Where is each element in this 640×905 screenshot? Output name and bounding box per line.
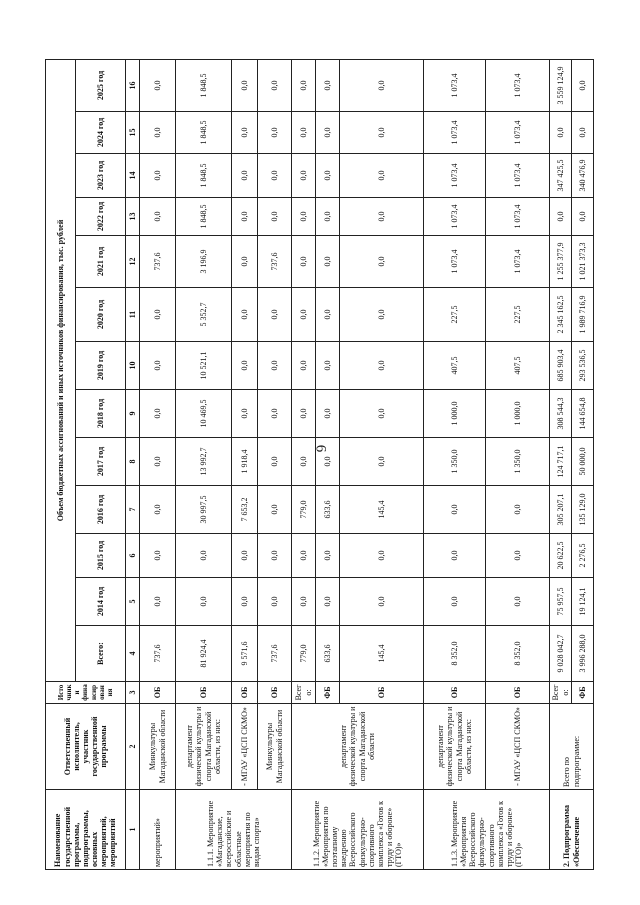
column-number: 3 — [126, 682, 140, 704]
row-source: ОБ — [424, 682, 486, 704]
column-number: 7 — [126, 486, 140, 534]
value-cell: 0,0 — [258, 486, 292, 534]
value-cell: 0,0 — [232, 236, 258, 288]
row-responsible: департамент физической культуры и спорта Магаданской области — [292, 704, 424, 790]
value-cell: 0,0 — [258, 198, 292, 236]
header-responsible: Ответственный исполнитель, участник государственной программы — [46, 704, 126, 790]
row-responsible: Минкультуры Магаданской области — [258, 704, 292, 790]
value-cell: 3 559 124,9 — [550, 59, 572, 111]
value-cell: 0,0 — [572, 198, 594, 236]
column-number: 15 — [126, 112, 140, 154]
header-year: 2022 год — [76, 198, 126, 236]
value-cell: 1 073,4 — [424, 198, 486, 236]
value-cell: 0,0 — [140, 154, 176, 198]
value-cell: 0,0 — [550, 112, 572, 154]
value-cell: 737,6 — [140, 626, 176, 682]
value-cell: 227,5 — [424, 288, 486, 342]
table-row — [486, 59, 550, 869]
value-cell: 0,0 — [316, 390, 340, 438]
value-cell: 7 653,2 — [232, 486, 258, 534]
value-cell: 0,0 — [140, 112, 176, 154]
value-cell: 9 028 042,7 — [550, 626, 572, 682]
rotated-page — [45, 60, 605, 870]
value-cell: 407,5 — [486, 342, 550, 390]
value-cell: 1 848,5 — [176, 112, 232, 154]
value-cell: 1 073,4 — [486, 59, 550, 111]
value-cell: 308 544,3 — [550, 390, 572, 438]
row-responsible: департамент физической культуры и спорта Магаданской области, из них: — [424, 704, 486, 790]
row-name: 1.1.3. Мероприятие «Мероприятия Всероссийского физкультурно-спортивного комплекса «Готов к труду и обороне» (ГТО)» — [424, 790, 550, 870]
value-cell: 1 989 716,9 — [572, 288, 594, 342]
value-cell: 633,6 — [316, 626, 340, 682]
row-source: ОБ — [340, 682, 424, 704]
value-cell: 2 276,5 — [572, 534, 594, 578]
value-cell: 737,6 — [258, 236, 292, 288]
value-cell: 0,0 — [232, 342, 258, 390]
value-cell: 8 352,0 — [486, 626, 550, 682]
value-cell: 1 255 377,9 — [550, 236, 572, 288]
value-cell: 0,0 — [340, 342, 424, 390]
row-source: ОБ — [176, 682, 232, 704]
value-cell: 0,0 — [340, 390, 424, 438]
column-number: 13 — [126, 198, 140, 236]
value-cell: 1 073,4 — [486, 198, 550, 236]
value-cell: 293 536,5 — [572, 342, 594, 390]
value-cell: 0,0 — [424, 486, 486, 534]
row-source: Всего: — [550, 682, 572, 704]
row-source: ОБ — [232, 682, 258, 704]
value-cell: 0,0 — [316, 198, 340, 236]
value-cell: 0,0 — [258, 342, 292, 390]
value-cell: 1 073,4 — [486, 112, 550, 154]
value-cell: 2 345 162,5 — [550, 288, 572, 342]
column-number-row — [126, 59, 140, 869]
table-row — [550, 59, 572, 869]
value-cell: 737,6 — [258, 626, 292, 682]
value-cell: 0,0 — [258, 112, 292, 154]
header-source: Источники финансирования — [46, 682, 126, 704]
value-cell: 0,0 — [572, 59, 594, 111]
value-cell: 0,0 — [292, 154, 316, 198]
value-cell: 0,0 — [340, 236, 424, 288]
value-cell: 0,0 — [424, 578, 486, 626]
column-number: 16 — [126, 59, 140, 111]
funding-table — [45, 59, 594, 870]
value-cell: 50 000,0 — [572, 438, 594, 486]
value-cell: 0,0 — [550, 198, 572, 236]
column-number: 4 — [126, 626, 140, 682]
row-responsible: Всего по подпрограмме: — [550, 704, 594, 790]
value-cell: 1 073,4 — [424, 236, 486, 288]
table-row — [258, 59, 292, 869]
value-cell: 1 000,0 — [486, 390, 550, 438]
value-cell: 0,0 — [292, 112, 316, 154]
value-cell: 8 352,0 — [424, 626, 486, 682]
value-cell: 0,0 — [140, 342, 176, 390]
value-cell: 0,0 — [258, 288, 292, 342]
value-cell: 1 073,4 — [486, 236, 550, 288]
value-cell: 30 997,5 — [176, 486, 232, 534]
value-cell: 0,0 — [292, 59, 316, 111]
value-cell: 407,5 — [424, 342, 486, 390]
value-cell: 0,0 — [140, 578, 176, 626]
page-number: 6 — [312, 444, 329, 453]
value-cell: 0,0 — [316, 438, 340, 486]
value-cell: 0,0 — [340, 59, 424, 111]
value-cell: 0,0 — [140, 288, 176, 342]
value-cell: 0,0 — [140, 390, 176, 438]
value-cell: 0,0 — [140, 59, 176, 111]
value-cell: 0,0 — [232, 112, 258, 154]
value-cell: 0,0 — [232, 59, 258, 111]
value-cell: 10 521,1 — [176, 342, 232, 390]
header-year: 2023 год — [76, 154, 126, 198]
header-year: 2017 год — [76, 438, 126, 486]
header-year: 2020 год — [76, 288, 126, 342]
value-cell: 305 207,1 — [550, 486, 572, 534]
value-cell: 19 124,1 — [572, 578, 594, 626]
value-cell: 779,0 — [292, 626, 316, 682]
value-cell: 1 848,5 — [176, 154, 232, 198]
column-number: 14 — [126, 154, 140, 198]
row-responsible: департамент физической культуры и спорта Магаданской области, из них: — [176, 704, 232, 790]
value-cell: 0,0 — [258, 59, 292, 111]
value-cell: 0,0 — [424, 534, 486, 578]
value-cell: 0,0 — [292, 438, 316, 486]
value-cell: 0,0 — [232, 390, 258, 438]
column-number: 11 — [126, 288, 140, 342]
value-cell: 0,0 — [292, 288, 316, 342]
value-cell: 0,0 — [316, 112, 340, 154]
value-cell: 737,6 — [140, 236, 176, 288]
value-cell: 0,0 — [292, 236, 316, 288]
value-cell: 0,0 — [340, 534, 424, 578]
value-cell: 0,0 — [292, 578, 316, 626]
value-cell: 0,0 — [340, 112, 424, 154]
value-cell: 145,4 — [340, 626, 424, 682]
value-cell: 1 848,5 — [176, 59, 232, 111]
value-cell: 145,4 — [340, 486, 424, 534]
value-cell: 0,0 — [486, 578, 550, 626]
value-cell: 9 571,6 — [232, 626, 258, 682]
value-cell: 0,0 — [316, 578, 340, 626]
row-responsible: - МГАУ «ЦСП СКМО» — [486, 704, 550, 790]
value-cell: 13 992,7 — [176, 438, 232, 486]
value-cell: 0,0 — [140, 198, 176, 236]
column-number: 2 — [126, 704, 140, 790]
value-cell: 0,0 — [316, 342, 340, 390]
row-source: Всего: — [292, 682, 316, 704]
value-cell: 135 129,0 — [572, 486, 594, 534]
row-name: мероприятий» — [140, 790, 176, 870]
value-cell: 0,0 — [486, 486, 550, 534]
column-number: 8 — [126, 438, 140, 486]
header-total: Всего: — [76, 626, 126, 682]
value-cell: 0,0 — [316, 288, 340, 342]
header-row — [46, 59, 76, 869]
row-source: ОБ — [140, 682, 176, 704]
table-row — [292, 59, 316, 869]
value-cell: 633,6 — [316, 486, 340, 534]
column-number: 1 — [126, 790, 140, 870]
value-cell: 0,0 — [340, 198, 424, 236]
value-cell: 0,0 — [486, 534, 550, 578]
value-cell: 0,0 — [232, 534, 258, 578]
value-cell: 347 425,5 — [550, 154, 572, 198]
value-cell: 1 073,4 — [424, 59, 486, 111]
value-cell: 1 073,4 — [424, 112, 486, 154]
value-cell: 0,0 — [176, 578, 232, 626]
value-cell: 20 622,5 — [550, 534, 572, 578]
header-name: Наименование государственной программы, подпрограммы, основных мероприятий, мероприятий — [46, 790, 126, 870]
value-cell: 1 350,0 — [424, 438, 486, 486]
value-cell: 1 350,0 — [486, 438, 550, 486]
value-cell: 0,0 — [572, 112, 594, 154]
value-cell: 1 021 373,3 — [572, 236, 594, 288]
value-cell: 0,0 — [340, 578, 424, 626]
value-cell: 124 717,1 — [550, 438, 572, 486]
value-cell: 0,0 — [258, 438, 292, 486]
column-number: 5 — [126, 578, 140, 626]
value-cell: 0,0 — [176, 534, 232, 578]
value-cell: 0,0 — [140, 486, 176, 534]
table-row — [176, 59, 232, 869]
value-cell: 75 957,5 — [550, 578, 572, 626]
header-year: 2015 год — [76, 534, 126, 578]
value-cell: 1 073,4 — [424, 154, 486, 198]
value-cell: 0,0 — [292, 534, 316, 578]
table-row — [232, 59, 258, 869]
header-year: 2025 год — [76, 59, 126, 111]
value-cell: 0,0 — [232, 198, 258, 236]
header-year: 2019 год — [76, 342, 126, 390]
value-cell: 0,0 — [140, 534, 176, 578]
header-year: 2018 год — [76, 390, 126, 438]
value-cell: 0,0 — [340, 438, 424, 486]
value-cell: 1 918,4 — [232, 438, 258, 486]
value-cell: 1 000,0 — [424, 390, 486, 438]
value-cell: 0,0 — [232, 154, 258, 198]
value-cell: 1 848,5 — [176, 198, 232, 236]
value-cell: 3 996 288,0 — [572, 626, 594, 682]
table-row — [424, 59, 486, 869]
value-cell: 81 924,4 — [176, 626, 232, 682]
column-number: 6 — [126, 534, 140, 578]
value-cell: 5 352,7 — [176, 288, 232, 342]
column-number: 10 — [126, 342, 140, 390]
value-cell: 0,0 — [292, 342, 316, 390]
value-cell: 0,0 — [340, 154, 424, 198]
column-number: 12 — [126, 236, 140, 288]
row-responsible: - МГАУ «ЦСП СКМО» — [232, 704, 258, 790]
row-source: ОБ — [486, 682, 550, 704]
value-cell: 0,0 — [258, 390, 292, 438]
row-responsible: Минкультуры Магаданской области — [140, 704, 176, 790]
value-cell: 0,0 — [316, 59, 340, 111]
row-source: ФБ — [316, 682, 340, 704]
value-cell: 0,0 — [140, 438, 176, 486]
row-source: ОБ — [258, 682, 292, 704]
row-name: 2. Подпрограмма «Обеспечение — [550, 790, 594, 870]
value-cell: 0,0 — [258, 534, 292, 578]
value-cell: 340 476,9 — [572, 154, 594, 198]
value-cell: 0,0 — [316, 154, 340, 198]
header-year: 2014 год — [76, 578, 126, 626]
header-year: 2021 год — [76, 236, 126, 288]
value-cell: 10 469,5 — [176, 390, 232, 438]
value-cell: 0,0 — [258, 578, 292, 626]
value-cell: 1 073,4 — [486, 154, 550, 198]
value-cell: 685 903,4 — [550, 342, 572, 390]
value-cell: 0,0 — [292, 198, 316, 236]
value-cell: 779,0 — [292, 486, 316, 534]
column-number: 9 — [126, 390, 140, 438]
value-cell: 0,0 — [316, 534, 340, 578]
row-name: 1.1.2. Мероприятие «Мероприятия по поэтапному внедрению Всероссийского физкультурно-спортивного комплекса «Готов к труду и обороне» (ГТО)» — [292, 790, 424, 870]
value-cell: 227,5 — [486, 288, 550, 342]
row-name: 1.1.1. Мероприятие «Магаданские, всероссийские и областные мероприятия по видам спорта» — [176, 790, 292, 870]
value-cell: 0,0 — [232, 288, 258, 342]
value-cell: 0,0 — [232, 578, 258, 626]
header-year: 2016 год — [76, 486, 126, 534]
value-cell: 3 196,9 — [176, 236, 232, 288]
table-row — [140, 59, 176, 869]
value-cell: 0,0 — [340, 288, 424, 342]
value-cell: 0,0 — [258, 154, 292, 198]
value-cell: 0,0 — [292, 390, 316, 438]
value-cell: 0,0 — [316, 236, 340, 288]
header-year: 2024 год — [76, 112, 126, 154]
row-source: ФБ — [572, 682, 594, 704]
header-funding: Объем бюджетных ассигнований и иных источников финансирования, тыс. рублей — [46, 59, 76, 681]
value-cell: 144 654,8 — [572, 390, 594, 438]
